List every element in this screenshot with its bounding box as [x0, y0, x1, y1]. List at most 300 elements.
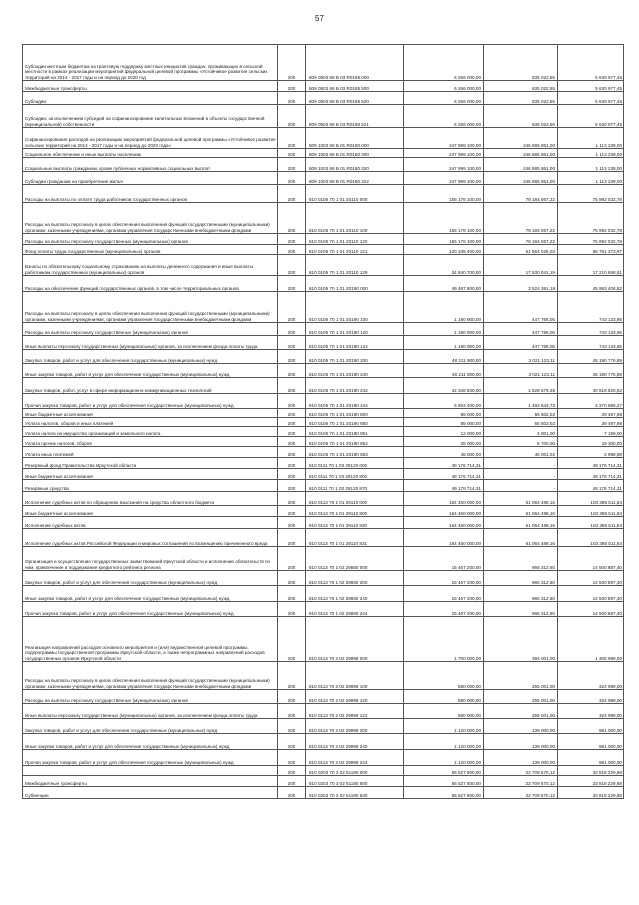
cell-line-code: 200	[278, 81, 306, 92]
cell-approved-amount: 15 467 200,00	[404, 571, 484, 586]
table-row	[23, 128, 624, 149]
cell-executed-amount: 22 709 570,12	[484, 766, 558, 776]
cell-approved-amount: 6 266 000,00	[404, 105, 484, 128]
cell-executed-amount: 61 064 488,16	[484, 506, 558, 517]
table-row	[23, 203, 624, 234]
cell-executed-amount: 966 312,60	[484, 571, 558, 586]
cell-description: Исполнение судебных актов по обращению взыскания на средства областного бюджета	[23, 492, 278, 506]
cell-description: Субсидии, за исключением субсидий на софинансирование капитальных вложений в объекты государственной (муниципальной) собственности	[23, 105, 278, 128]
cell-line-code: 200	[278, 617, 306, 662]
cell-approved-amount: 580 000,00	[404, 704, 484, 719]
cell-budget-classification-code: 810 0106 70 1 01 20190 244	[306, 394, 404, 409]
cell-description: Закупка товаров, работ и услуг для обеспечения государственных (муниципальных) нужд	[23, 571, 278, 586]
cell-executed-amount: 394 001,00	[484, 617, 558, 662]
cell-description: Уплата иных платежей	[23, 447, 278, 458]
cell-approved-amount: 6 266 000,00	[404, 81, 484, 92]
table-row	[23, 529, 624, 547]
cell-executed-amount: 3 021 123,11	[484, 364, 558, 378]
cell-description: Социальные выплаты гражданам, кроме публичных нормативных социальных выплат	[23, 158, 278, 172]
table-row	[23, 437, 624, 447]
cell-line-code: 200	[278, 776, 306, 787]
cell-description: Исполнение судебных актов	[23, 517, 278, 529]
cell-description: Расходы на выплаты по оплате труда работников государственных органов	[23, 185, 278, 203]
cell-line-code: 200	[278, 704, 306, 719]
cell-executed-amount: 45 001,02	[484, 447, 558, 458]
cell-line-code: 200	[278, 92, 306, 105]
table-row	[23, 750, 624, 766]
table-row	[23, 149, 624, 158]
table-row	[23, 480, 624, 492]
cell-executed-amount: 79 184 067,22	[484, 185, 558, 203]
cell-line-code: 200	[278, 245, 306, 255]
cell-remaining-amount: 14 500 887,40	[558, 586, 624, 602]
cell-budget-classification-code: 810 0106 70 1 01 20190 000	[306, 276, 404, 292]
table-row	[23, 776, 624, 787]
cell-approved-amount: 164 450 000,00	[404, 492, 484, 506]
cell-approved-amount: 56 527 800,00	[404, 787, 484, 799]
cell-remaining-amount: 743 133,95	[558, 336, 624, 350]
cell-remaining-amount: 981 000,00	[558, 719, 624, 734]
cell-line-code: 200	[278, 378, 306, 394]
table-row	[23, 350, 624, 364]
table-row	[23, 364, 624, 378]
cell-executed-amount: 3 021 123,11	[484, 350, 558, 364]
cell-remaining-amount: 19 300,00	[558, 437, 624, 447]
cell-budget-classification-code: 810 0203 70 3 02 51180 500	[306, 776, 404, 787]
cell-line-code: 200	[278, 149, 306, 158]
table-row	[23, 617, 624, 662]
cell-approved-amount: 15 467 200,00	[404, 602, 484, 617]
cell-line-code: 200	[278, 276, 306, 292]
cell-executed-amount: 255 001,00	[484, 662, 558, 690]
table-row	[23, 469, 624, 480]
cell-budget-classification-code: 810 0113 70 1 01 29110 830	[306, 517, 404, 529]
cell-line-code: 200	[278, 750, 306, 766]
cell-budget-classification-code: 810 0106 70 1 01 20110 100	[306, 203, 404, 234]
cell-approved-amount: 1 120 000,00	[404, 750, 484, 766]
cell-executed-amount: -	[484, 458, 558, 469]
cell-line-code: 200	[278, 662, 306, 690]
table-row	[23, 245, 624, 255]
cell-executed-amount: 1 492 543,73	[484, 394, 558, 409]
cell-executed-amount: 635 022,55	[484, 92, 558, 105]
cell-budget-classification-code: 810 0113 70 2 02 29999 122	[306, 704, 404, 719]
cell-budget-classification-code: 810 0203 70 3 02 51180 530	[306, 787, 404, 799]
cell-approved-amount: 1 700 000,00	[404, 617, 484, 662]
cell-budget-classification-code: 810 0106 70 1 01 20110 120	[306, 234, 404, 245]
cell-approved-amount: 48 211 900,00	[404, 350, 484, 364]
cell-budget-classification-code: 809 0503 68 Б 03 R0188 521	[306, 105, 404, 128]
cell-line-code: 200	[278, 172, 306, 185]
cell-line-code: 200	[278, 719, 306, 734]
table-row	[23, 172, 624, 185]
cell-line-code: 200	[278, 766, 306, 776]
cell-approved-amount: 155 176 100,00	[404, 234, 484, 245]
cell-executed-amount: -	[484, 480, 558, 492]
cell-line-code: 200	[278, 602, 306, 617]
table-row	[23, 458, 624, 469]
cell-description: Субсидии	[23, 92, 278, 105]
cell-budget-classification-code: 809 0503 68 Б 03 R0188 000	[306, 45, 404, 81]
cell-remaining-amount: 2 998,98	[558, 447, 624, 458]
table-row	[23, 336, 624, 350]
cell-description: Расходы на выплаты персоналу в целях обеспечения выполнения функций государственными (муниципальными) органами, казенными учреждениями, органами управления государственными внебюджетными фондами	[23, 662, 278, 690]
cell-description	[23, 766, 278, 776]
table-row	[23, 602, 624, 617]
cell-executed-amount: 17 630 041,19	[484, 255, 558, 276]
table-row	[23, 234, 624, 245]
table-row	[23, 418, 624, 427]
table-row	[23, 547, 624, 571]
cell-remaining-amount: 5 630 977,45	[558, 81, 624, 92]
cell-line-code: 200	[278, 517, 306, 529]
cell-description: Уплата налогов, сборов и иных платежей	[23, 418, 278, 427]
cell-budget-classification-code: 810 0113 70 1 01 29110 831	[306, 529, 404, 547]
cell-budget-classification-code: 809 0503 68 Б 03 R0188 520	[306, 92, 404, 105]
cell-remaining-amount: 33 818 229,88	[558, 766, 624, 776]
cell-remaining-amount: 14 500 887,40	[558, 571, 624, 586]
cell-description: Уплата прочих налогов, сборов	[23, 437, 278, 447]
cell-executed-amount: 447 766,05	[484, 323, 558, 336]
cell-line-code: 200	[278, 409, 306, 418]
cell-remaining-amount: 1 305 999,00	[558, 617, 624, 662]
cell-executed-amount: 139 000,00	[484, 750, 558, 766]
budget-execution-table	[22, 44, 624, 799]
cell-approved-amount: 247 999 100,00	[404, 158, 484, 172]
cell-executed-amount: 635 022,55	[484, 81, 558, 92]
cell-remaining-amount: 1 113 239,00	[558, 158, 624, 172]
cell-line-code: 200	[278, 506, 306, 517]
cell-line-code: 200	[278, 571, 306, 586]
cell-budget-classification-code: 810 0111 70 1 03 29120 870	[306, 480, 404, 492]
cell-approved-amount: 85 000,00	[404, 409, 484, 418]
table-row	[23, 276, 624, 292]
cell-approved-amount: 12 000,00	[404, 427, 484, 437]
table-row	[23, 81, 624, 92]
table-row	[23, 447, 624, 458]
cell-executed-amount: 966 312,60	[484, 547, 558, 571]
cell-budget-classification-code: 810 0111 70 1 03 29120 800	[306, 469, 404, 480]
cell-budget-classification-code: 809 1003 68 Б 01 R0180 322	[306, 172, 404, 185]
cell-budget-classification-code: 809 1003 68 Б 01 R0180 300	[306, 149, 404, 158]
cell-budget-classification-code: 810 0113 70 1 01 29110 000	[306, 492, 404, 506]
cell-budget-classification-code: 809 0503 68 Б 03 R0188 500	[306, 81, 404, 92]
cell-line-code: 200	[278, 547, 306, 571]
cell-remaining-amount: 324 999,00	[558, 690, 624, 704]
cell-budget-classification-code: 810 0106 70 1 01 20190 200	[306, 350, 404, 364]
cell-line-code: 200	[278, 394, 306, 409]
cell-executed-amount: 61 064 488,16	[484, 492, 558, 506]
cell-description: Социальное обеспечение и иные выплаты населению	[23, 149, 278, 158]
cell-approved-amount: 155 176 100,00	[404, 185, 484, 203]
cell-remaining-amount: 743 133,95	[558, 323, 624, 336]
cell-approved-amount: 247 999 100,00	[404, 149, 484, 158]
cell-budget-classification-code: 810 0106 70 1 01 20190 853	[306, 447, 404, 458]
cell-description: Прочая закупка товаров, работ и услуг для обеспечения государственных (муниципальных) нужд	[23, 602, 278, 617]
cell-executed-amount: 79 184 067,22	[484, 203, 558, 234]
cell-budget-classification-code: 810 0111 70 1 03 29120 000	[306, 458, 404, 469]
cell-remaining-amount: 981 000,00	[558, 750, 624, 766]
cell-remaining-amount: 75 992 032,78	[558, 185, 624, 203]
cell-budget-classification-code: 809 1003 68 Б 01 R0180 000	[306, 128, 404, 149]
cell-description: Субсидии гражданам на приобретение жилья	[23, 172, 278, 185]
cell-executed-amount: 55 502,02	[484, 409, 558, 418]
cell-description: Иные выплаты персоналу государственных (муниципальных) органов, за исключением фонда оплаты труда	[23, 336, 278, 350]
cell-executed-amount: 139 000,00	[484, 719, 558, 734]
cell-remaining-amount: 45 190 776,89	[558, 364, 624, 378]
cell-description: Иные бюджетные ассигнования	[23, 469, 278, 480]
cell-approved-amount: 1 120 000,00	[404, 734, 484, 750]
cell-budget-classification-code: 810 0113 70 2 02 29999 100	[306, 662, 404, 690]
cell-budget-classification-code: 809 1003 68 Б 01 R0180 320	[306, 158, 404, 172]
cell-remaining-amount: 1 113 239,00	[558, 128, 624, 149]
cell-remaining-amount: 5 630 977,45	[558, 105, 624, 128]
cell-remaining-amount: 14 500 887,40	[558, 547, 624, 571]
cell-executed-amount: 246 885 861,00	[484, 158, 558, 172]
cell-description: Расходы на выплаты персоналу государственных (муниципальных) органов	[23, 323, 278, 336]
cell-remaining-amount: 17 210 658,81	[558, 255, 624, 276]
cell-executed-amount: 447 766,05	[484, 336, 558, 350]
table-row	[23, 734, 624, 750]
cell-remaining-amount: 1 113 239,00	[558, 172, 624, 185]
cell-budget-classification-code: 810 0106 70 1 01 20190 852	[306, 437, 404, 447]
cell-approved-amount: 56 527 800,00	[404, 766, 484, 776]
cell-description: Взносы по обязательному социальному страхованию на выплаты денежного содержания и иные выплаты работникам государственных (муниципальных) органов	[23, 255, 278, 276]
cell-line-code: 200	[278, 185, 306, 203]
cell-executed-amount: 255 001,00	[484, 704, 558, 719]
cell-executed-amount: 139 000,00	[484, 734, 558, 750]
cell-line-code: 200	[278, 105, 306, 128]
cell-approved-amount: 1 120 000,00	[404, 719, 484, 734]
cell-line-code: 200	[278, 203, 306, 234]
cell-line-code: 200	[278, 458, 306, 469]
cell-budget-classification-code: 810 0106 70 1 01 20190 122	[306, 336, 404, 350]
cell-budget-classification-code: 810 0106 70 1 01 20110 121	[306, 245, 404, 255]
table-row	[23, 517, 624, 529]
cell-remaining-amount: 103 385 511,84	[558, 506, 624, 517]
cell-remaining-amount: 33 818 229,88	[558, 776, 624, 787]
cell-approved-amount: 25 000,00	[404, 437, 484, 447]
cell-approved-amount: 49 176 714,31	[404, 480, 484, 492]
cell-executed-amount: 55 502,02	[484, 418, 558, 427]
cell-approved-amount: 5 863 400,00	[404, 394, 484, 409]
cell-executed-amount: 61 554 026,03	[484, 245, 558, 255]
cell-description: Расходы на выплаты персоналу в целях обеспечения выполнения функций государственными (муниципальными) органами, казенными учреждениями, органами управления государственными внебюджетными фондами	[23, 292, 278, 323]
cell-description: Прочая закупка товаров, работ и услуг для обеспечения государственных (муниципальных) нужд	[23, 750, 278, 766]
cell-budget-classification-code: 810 0106 70 1 01 20190 850	[306, 418, 404, 427]
cell-remaining-amount: 75 992 032,78	[558, 234, 624, 245]
cell-remaining-amount: 14 500 887,40	[558, 602, 624, 617]
cell-budget-classification-code: 810 0106 70 1 01 20110 129	[306, 255, 404, 276]
table-row	[23, 323, 624, 336]
cell-budget-classification-code: 810 0106 70 1 01 20110 000	[306, 185, 404, 203]
cell-remaining-amount: 103 385 511,84	[558, 517, 624, 529]
cell-budget-classification-code: 810 0113 70 2 02 29999 244	[306, 750, 404, 766]
cell-executed-amount: 3 524 391,18	[484, 276, 558, 292]
cell-description: Резервный фонд Правительства Иркутской области	[23, 458, 278, 469]
table-row	[23, 292, 624, 323]
cell-approved-amount: 247 999 100,00	[404, 128, 484, 149]
cell-description: Закупка товаров, работ, услуг в сфере информационно-коммуникационных технологий	[23, 378, 278, 394]
table-row	[23, 704, 624, 719]
cell-approved-amount: 247 999 100,00	[404, 172, 484, 185]
cell-description: Расходы на выплаты персоналу государственных (муниципальных) органов	[23, 690, 278, 704]
cell-executed-amount: 4 801,00	[484, 427, 558, 437]
cell-description: Резервные средства	[23, 480, 278, 492]
cell-line-code: 200	[278, 480, 306, 492]
cell-description: Межбюджетные трансферты	[23, 776, 278, 787]
cell-approved-amount: 85 000,00	[404, 418, 484, 427]
table-row	[23, 506, 624, 517]
cell-approved-amount: 164 450 000,00	[404, 529, 484, 547]
cell-line-code: 200	[278, 418, 306, 427]
cell-remaining-amount: 103 385 511,84	[558, 529, 624, 547]
cell-executed-amount: 447 766,05	[484, 292, 558, 323]
cell-budget-classification-code: 810 0113 70 1 01 29110 800	[306, 506, 404, 517]
cell-budget-classification-code: 810 0113 70 1 02 29880 244	[306, 602, 404, 617]
table-row	[23, 105, 624, 128]
cell-approved-amount: 1 190 900,00	[404, 336, 484, 350]
cell-approved-amount: 155 176 100,00	[404, 203, 484, 234]
table-row	[23, 92, 624, 105]
cell-line-code: 200	[278, 787, 306, 799]
cell-budget-classification-code: 810 0106 70 1 01 20190 800	[306, 409, 404, 418]
cell-description: Софинансирование расходов на реализацию мероприятий федеральной целевой программы «Устойчивое развитие сельских территорий на 2014 - 2017 годы и на период до 2020 года»	[23, 128, 278, 149]
cell-line-code: 200	[278, 690, 306, 704]
cell-line-code: 200	[278, 128, 306, 149]
cell-approved-amount: 56 527 800,00	[404, 776, 484, 787]
cell-executed-amount: 246 885 861,00	[484, 128, 558, 149]
cell-approved-amount: 580 000,00	[404, 690, 484, 704]
cell-approved-amount: 164 450 000,00	[404, 517, 484, 529]
cell-line-code: 200	[278, 437, 306, 447]
cell-executed-amount: 255 001,00	[484, 690, 558, 704]
table-row	[23, 45, 624, 81]
table-row	[23, 719, 624, 734]
cell-remaining-amount: 45 190 776,89	[558, 350, 624, 364]
cell-description: Организация и осуществление государственных заимствований Иркутской области и исполнение обязательств по ним, привлечение и поддержание кредитного рейтинга региона	[23, 547, 278, 571]
cell-description: Иные бюджетные ассигнования	[23, 409, 278, 418]
cell-approved-amount: 49 487 800,00	[404, 276, 484, 292]
cell-description: Прочая закупка товаров, работ и услуг для обеспечения государственных (муниципальных) нужд	[23, 394, 278, 409]
cell-line-code: 200	[278, 292, 306, 323]
cell-description: Реализация направлений расходов основного мероприятия и (или) ведомственной целевой программы, подпрограммы государственной программы Иркутской области, а также непрограммных направлений расходов государственных органов Иркутской области	[23, 617, 278, 662]
cell-remaining-amount: 40 819 920,62	[558, 378, 624, 394]
cell-remaining-amount: 981 000,00	[558, 734, 624, 750]
cell-line-code: 200	[278, 234, 306, 245]
cell-approved-amount: 164 450 000,00	[404, 506, 484, 517]
cell-approved-amount: 120 335 400,00	[404, 245, 484, 255]
cell-remaining-amount: 324 999,00	[558, 704, 624, 719]
cell-remaining-amount: 5 630 977,45	[558, 45, 624, 81]
cell-description: Расходы на выплаты персоналу в целях обеспечения выполнения функций государственными (муниципальными) органами, казенными учреждениями, органами управления государственными внебюджетными фондами	[23, 203, 278, 234]
cell-approved-amount: 34 840 700,00	[404, 255, 484, 276]
table-row	[23, 787, 624, 799]
cell-budget-classification-code: 810 0203 70 3 02 51180 000	[306, 766, 404, 776]
cell-description: Закупка товаров, работ и услуг для обеспечения государственных (муниципальных) нужд	[23, 719, 278, 734]
cell-budget-classification-code: 810 0113 70 1 02 29880 240	[306, 586, 404, 602]
cell-approved-amount: 15 467 200,00	[404, 547, 484, 571]
cell-description: Фонд оплаты труда государственных (муниципальных) органов	[23, 245, 278, 255]
cell-line-code: 200	[278, 427, 306, 437]
cell-description: Иные бюджетные ассигнования	[23, 506, 278, 517]
cell-executed-amount: 61 064 488,16	[484, 529, 558, 547]
cell-budget-classification-code: 810 0106 70 1 01 20190 851	[306, 427, 404, 437]
cell-line-code: 200	[278, 447, 306, 458]
cell-approved-amount: 48 211 900,00	[404, 364, 484, 378]
cell-line-code: 200	[278, 469, 306, 480]
cell-description: Уплата налога на имущество организаций и земельного налога	[23, 427, 278, 437]
cell-line-code: 200	[278, 45, 306, 81]
table-row	[23, 571, 624, 586]
cell-approved-amount: 48 000,00	[404, 447, 484, 458]
cell-executed-amount: 246 885 861,00	[484, 172, 558, 185]
cell-approved-amount: 42 348 500,00	[404, 378, 484, 394]
cell-executed-amount: 5 700,00	[484, 437, 558, 447]
cell-budget-classification-code: 810 0113 70 1 02 29880 200	[306, 571, 404, 586]
cell-budget-classification-code: 810 0113 70 2 02 29999 120	[306, 690, 404, 704]
cell-remaining-amount: 1 113 239,00	[558, 149, 624, 158]
cell-remaining-amount: 49 176 714,31	[558, 458, 624, 469]
cell-approved-amount: 6 266 000,00	[404, 45, 484, 81]
cell-description: Иные закупки товаров, работ и услуг для обеспечения государственных (муниципальных) нужд	[23, 364, 278, 378]
cell-description: Иные закупки товаров, работ и услуг для обеспечения государственных (муниципальных) нужд	[23, 734, 278, 750]
cell-line-code: 200	[278, 336, 306, 350]
cell-line-code: 200	[278, 255, 306, 276]
cell-budget-classification-code: 810 0113 70 2 02 29999 000	[306, 617, 404, 662]
cell-description: Исполнение судебных актов Российской Федерации и мировых соглашений по возмещению причиненного вреда	[23, 529, 278, 547]
cell-approved-amount: 49 176 714,31	[404, 458, 484, 469]
cell-budget-classification-code: 810 0106 70 1 01 20190 242	[306, 378, 404, 394]
cell-budget-classification-code: 810 0106 70 1 01 20190 120	[306, 323, 404, 336]
cell-executed-amount: 22 709 570,12	[484, 787, 558, 799]
cell-approved-amount: 49 176 714,31	[404, 469, 484, 480]
table-row	[23, 255, 624, 276]
cell-approved-amount: 6 266 000,00	[404, 92, 484, 105]
cell-executed-amount: 61 064 488,16	[484, 517, 558, 529]
cell-budget-classification-code: 810 0113 70 1 02 29880 000	[306, 547, 404, 571]
cell-executed-amount: 1 528 579,38	[484, 378, 558, 394]
cell-executed-amount: 635 022,55	[484, 105, 558, 128]
cell-line-code: 200	[278, 492, 306, 506]
cell-line-code: 200	[278, 734, 306, 750]
cell-remaining-amount: 45 963 408,82	[558, 276, 624, 292]
cell-line-code: 200	[278, 323, 306, 336]
cell-description: Субсидии местным бюджетам на грантовую поддержку местных инициатив граждан, проживающих в сельской местности в рамках реализации мероприятий федеральной целевой программы «Устойчивое развитие сельских территорий на 2014 - 2017 годы и на период до 2020 год	[23, 45, 278, 81]
table-row	[23, 690, 624, 704]
table-row	[23, 662, 624, 690]
cell-remaining-amount: 29 497,98	[558, 418, 624, 427]
cell-executed-amount: 79 184 067,22	[484, 234, 558, 245]
cell-approved-amount: 580 000,00	[404, 662, 484, 690]
cell-description: Расходы на выплаты персоналу государственных (муниципальных) органов	[23, 234, 278, 245]
cell-budget-classification-code: 810 0106 70 1 01 20190 100	[306, 292, 404, 323]
table-row	[23, 158, 624, 172]
cell-description: Расходы на обеспечение функций государственных органов, в том числе территориальных органов	[23, 276, 278, 292]
cell-executed-amount: -	[484, 469, 558, 480]
cell-executed-amount: 966 312,60	[484, 602, 558, 617]
cell-remaining-amount: 7 199,00	[558, 427, 624, 437]
cell-description: Иные закупки товаров, работ и услуг для обеспечения государственных (муниципальных) нужд	[23, 586, 278, 602]
cell-remaining-amount: 49 176 714,31	[558, 480, 624, 492]
cell-description: Иные выплаты персоналу государственных (муниципальных) органов, за исключением фонда оплаты труда	[23, 704, 278, 719]
cell-description: Субвенции	[23, 787, 278, 799]
cell-budget-classification-code: 810 0113 70 2 02 29999 200	[306, 719, 404, 734]
cell-line-code: 200	[278, 586, 306, 602]
cell-approved-amount: 15 467 200,00	[404, 586, 484, 602]
cell-remaining-amount: 58 781 373,97	[558, 245, 624, 255]
cell-approved-amount: 1 190 900,00	[404, 292, 484, 323]
